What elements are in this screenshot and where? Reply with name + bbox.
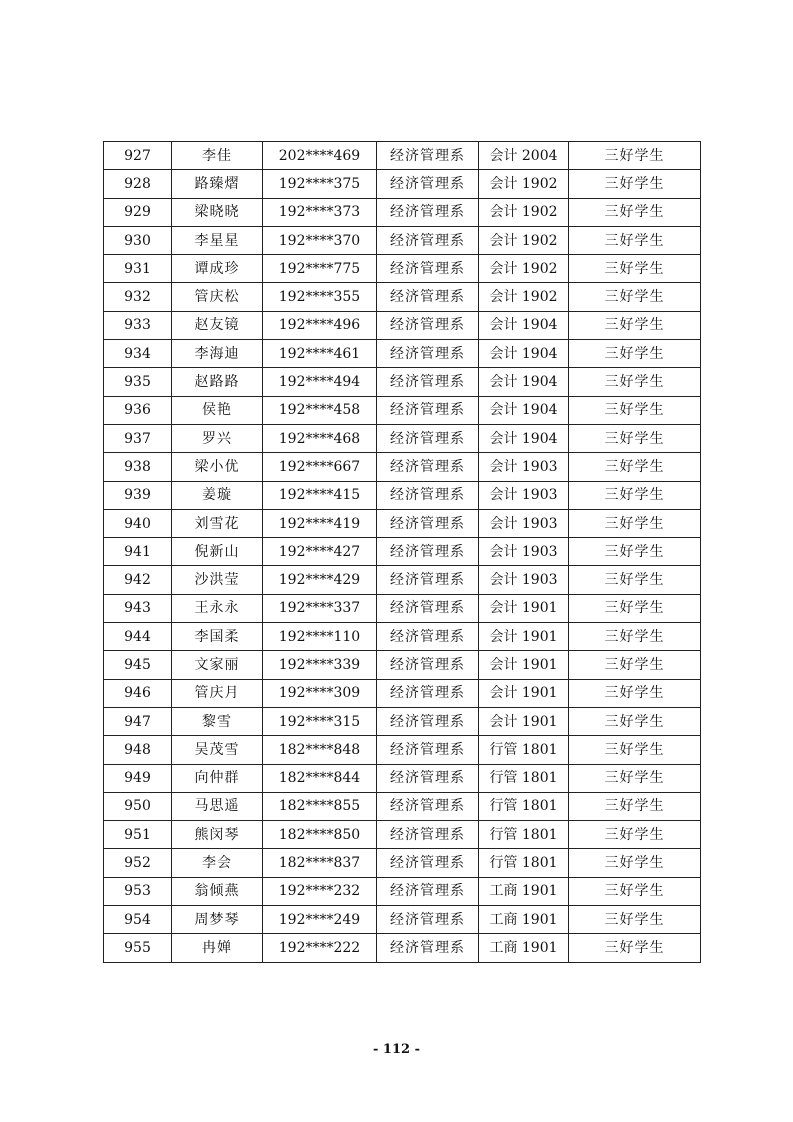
class-cell: 行管 1801 <box>479 821 569 849</box>
serial-number-cell: 944 <box>104 623 172 651</box>
serial-number-cell: 927 <box>104 142 172 170</box>
class-cell: 会计 1903 <box>479 566 569 594</box>
award-list-body <box>104 142 701 963</box>
student-name-cell: 翁倾燕 <box>172 877 263 905</box>
student-id-cell: 192****667 <box>263 453 377 481</box>
student-id-cell: 192****496 <box>263 311 377 339</box>
serial-number-cell: 930 <box>104 226 172 254</box>
serial-number-cell: 935 <box>104 368 172 396</box>
student-id-cell: 192****222 <box>263 934 377 962</box>
serial-number-cell: 936 <box>104 396 172 424</box>
class-cell: 会计 1902 <box>479 283 569 311</box>
student-name-cell: 赵友镜 <box>172 311 263 339</box>
student-id-cell: 192****775 <box>263 255 377 283</box>
class-cell: 会计 1902 <box>479 226 569 254</box>
award-cell: 三好学生 <box>569 877 701 905</box>
department-cell: 经济管理系 <box>377 424 479 452</box>
table-row <box>104 736 701 764</box>
department-cell: 经济管理系 <box>377 170 479 198</box>
department-cell: 经济管理系 <box>377 849 479 877</box>
department-cell: 经济管理系 <box>377 764 479 792</box>
student-name-cell: 梁小优 <box>172 453 263 481</box>
table-row <box>104 368 701 396</box>
award-cell: 三好学生 <box>569 424 701 452</box>
serial-number-cell: 929 <box>104 198 172 226</box>
table-row <box>104 424 701 452</box>
table-row <box>104 764 701 792</box>
student-name-cell: 向仲群 <box>172 764 263 792</box>
serial-number-cell: 941 <box>104 538 172 566</box>
award-cell: 三好学生 <box>569 764 701 792</box>
student-name-cell: 周梦琴 <box>172 906 263 934</box>
award-list-table <box>103 141 701 963</box>
award-cell: 三好学生 <box>569 509 701 537</box>
table-row <box>104 934 701 962</box>
student-id-cell: 192****427 <box>263 538 377 566</box>
award-cell: 三好学生 <box>569 170 701 198</box>
class-cell: 工商 1901 <box>479 934 569 962</box>
student-name-cell: 罗兴 <box>172 424 263 452</box>
student-name-cell: 李星星 <box>172 226 263 254</box>
class-cell: 会计 1901 <box>479 594 569 622</box>
award-cell: 三好学生 <box>569 594 701 622</box>
class-cell: 行管 1801 <box>479 849 569 877</box>
student-name-cell: 李会 <box>172 849 263 877</box>
student-name-cell: 姜璇 <box>172 481 263 509</box>
student-id-cell: 192****309 <box>263 679 377 707</box>
student-name-cell: 刘雪花 <box>172 509 263 537</box>
department-cell: 经济管理系 <box>377 877 479 905</box>
serial-number-cell: 954 <box>104 906 172 934</box>
class-cell: 会计 1903 <box>479 509 569 537</box>
award-cell: 三好学生 <box>569 198 701 226</box>
class-cell: 会计 1903 <box>479 481 569 509</box>
serial-number-cell: 933 <box>104 311 172 339</box>
class-cell: 会计 1902 <box>479 170 569 198</box>
table-row <box>104 566 701 594</box>
student-name-cell: 吴茂雪 <box>172 736 263 764</box>
student-id-cell: 182****855 <box>263 792 377 820</box>
student-id-cell: 192****458 <box>263 396 377 424</box>
table-row <box>104 651 701 679</box>
award-cell: 三好学生 <box>569 396 701 424</box>
department-cell: 经济管理系 <box>377 453 479 481</box>
table-row <box>104 679 701 707</box>
award-cell: 三好学生 <box>569 566 701 594</box>
student-name-cell: 梁晓晓 <box>172 198 263 226</box>
award-cell: 三好学生 <box>569 736 701 764</box>
serial-number-cell: 955 <box>104 934 172 962</box>
department-cell: 经济管理系 <box>377 679 479 707</box>
class-cell: 会计 2004 <box>479 142 569 170</box>
department-cell: 经济管理系 <box>377 198 479 226</box>
award-cell: 三好学生 <box>569 651 701 679</box>
department-cell: 经济管理系 <box>377 368 479 396</box>
student-id-cell: 192****337 <box>263 594 377 622</box>
department-cell: 经济管理系 <box>377 340 479 368</box>
student-name-cell: 倪新山 <box>172 538 263 566</box>
class-cell: 会计 1904 <box>479 368 569 396</box>
class-cell: 会计 1904 <box>479 396 569 424</box>
class-cell: 工商 1901 <box>479 906 569 934</box>
award-cell: 三好学生 <box>569 226 701 254</box>
class-cell: 会计 1901 <box>479 707 569 735</box>
class-cell: 会计 1901 <box>479 651 569 679</box>
student-id-cell: 192****232 <box>263 877 377 905</box>
award-cell: 三好学生 <box>569 623 701 651</box>
student-id-cell: 192****415 <box>263 481 377 509</box>
student-id-cell: 192****468 <box>263 424 377 452</box>
award-cell: 三好学生 <box>569 283 701 311</box>
student-id-cell: 192****249 <box>263 906 377 934</box>
department-cell: 经济管理系 <box>377 481 479 509</box>
serial-number-cell: 951 <box>104 821 172 849</box>
serial-number-cell: 953 <box>104 877 172 905</box>
student-name-cell: 管庆月 <box>172 679 263 707</box>
class-cell: 会计 1904 <box>479 311 569 339</box>
student-name-cell: 路臻熠 <box>172 170 263 198</box>
class-cell: 行管 1801 <box>479 764 569 792</box>
table-row <box>104 255 701 283</box>
award-cell: 三好学生 <box>569 311 701 339</box>
serial-number-cell: 939 <box>104 481 172 509</box>
table-row <box>104 538 701 566</box>
department-cell: 经济管理系 <box>377 934 479 962</box>
page-number: - 112 - <box>373 1042 420 1057</box>
serial-number-cell: 947 <box>104 707 172 735</box>
serial-number-cell: 932 <box>104 283 172 311</box>
student-id-cell: 192****419 <box>263 509 377 537</box>
student-id-cell: 192****315 <box>263 707 377 735</box>
table-row <box>104 509 701 537</box>
student-id-cell: 192****375 <box>263 170 377 198</box>
award-cell: 三好学生 <box>569 481 701 509</box>
award-cell: 三好学生 <box>569 340 701 368</box>
department-cell: 经济管理系 <box>377 311 479 339</box>
department-cell: 经济管理系 <box>377 142 479 170</box>
award-cell: 三好学生 <box>569 707 701 735</box>
award-cell: 三好学生 <box>569 934 701 962</box>
student-name-cell: 谭成珍 <box>172 255 263 283</box>
serial-number-cell: 938 <box>104 453 172 481</box>
award-cell: 三好学生 <box>569 792 701 820</box>
serial-number-cell: 937 <box>104 424 172 452</box>
student-id-cell: 182****848 <box>263 736 377 764</box>
table-row <box>104 594 701 622</box>
class-cell: 工商 1901 <box>479 877 569 905</box>
student-name-cell: 冉婵 <box>172 934 263 962</box>
table-row <box>104 198 701 226</box>
table-row <box>104 821 701 849</box>
department-cell: 经济管理系 <box>377 566 479 594</box>
class-cell: 会计 1901 <box>479 679 569 707</box>
department-cell: 经济管理系 <box>377 509 479 537</box>
table-row <box>104 623 701 651</box>
table-row <box>104 283 701 311</box>
serial-number-cell: 952 <box>104 849 172 877</box>
table-row <box>104 453 701 481</box>
table-row <box>104 396 701 424</box>
serial-number-cell: 948 <box>104 736 172 764</box>
serial-number-cell: 942 <box>104 566 172 594</box>
award-cell: 三好学生 <box>569 679 701 707</box>
table-row <box>104 849 701 877</box>
award-cell: 三好学生 <box>569 142 701 170</box>
award-cell: 三好学生 <box>569 906 701 934</box>
department-cell: 经济管理系 <box>377 538 479 566</box>
student-id-cell: 192****373 <box>263 198 377 226</box>
table-row <box>104 792 701 820</box>
student-id-cell: 192****461 <box>263 340 377 368</box>
department-cell: 经济管理系 <box>377 396 479 424</box>
class-cell: 会计 1904 <box>479 424 569 452</box>
department-cell: 经济管理系 <box>377 594 479 622</box>
table-row <box>104 340 701 368</box>
class-cell: 行管 1801 <box>479 736 569 764</box>
serial-number-cell: 931 <box>104 255 172 283</box>
serial-number-cell: 949 <box>104 764 172 792</box>
department-cell: 经济管理系 <box>377 226 479 254</box>
student-name-cell: 沙洪莹 <box>172 566 263 594</box>
student-name-cell: 王永永 <box>172 594 263 622</box>
department-cell: 经济管理系 <box>377 792 479 820</box>
student-id-cell: 192****370 <box>263 226 377 254</box>
table-row <box>104 877 701 905</box>
table-row <box>104 142 701 170</box>
department-cell: 经济管理系 <box>377 821 479 849</box>
student-name-cell: 熊闵琴 <box>172 821 263 849</box>
department-cell: 经济管理系 <box>377 623 479 651</box>
department-cell: 经济管理系 <box>377 255 479 283</box>
class-cell: 会计 1904 <box>479 340 569 368</box>
student-id-cell: 202****469 <box>263 142 377 170</box>
award-cell: 三好学生 <box>569 255 701 283</box>
student-id-cell: 192****339 <box>263 651 377 679</box>
student-id-cell: 192****355 <box>263 283 377 311</box>
serial-number-cell: 946 <box>104 679 172 707</box>
table-row <box>104 170 701 198</box>
department-cell: 经济管理系 <box>377 707 479 735</box>
student-id-cell: 182****850 <box>263 821 377 849</box>
student-name-cell: 管庆松 <box>172 283 263 311</box>
class-cell: 会计 1901 <box>479 623 569 651</box>
student-id-cell: 192****429 <box>263 566 377 594</box>
student-id-cell: 182****844 <box>263 764 377 792</box>
class-cell: 会计 1902 <box>479 198 569 226</box>
student-name-cell: 文家丽 <box>172 651 263 679</box>
student-name-cell: 侯艳 <box>172 396 263 424</box>
student-name-cell: 李海迪 <box>172 340 263 368</box>
award-cell: 三好学生 <box>569 821 701 849</box>
student-id-cell: 192****110 <box>263 623 377 651</box>
table-row <box>104 707 701 735</box>
department-cell: 经济管理系 <box>377 651 479 679</box>
class-cell: 会计 1903 <box>479 538 569 566</box>
serial-number-cell: 943 <box>104 594 172 622</box>
serial-number-cell: 945 <box>104 651 172 679</box>
award-cell: 三好学生 <box>569 368 701 396</box>
student-name-cell: 李佳 <box>172 142 263 170</box>
serial-number-cell: 934 <box>104 340 172 368</box>
department-cell: 经济管理系 <box>377 906 479 934</box>
table-row <box>104 311 701 339</box>
serial-number-cell: 950 <box>104 792 172 820</box>
class-cell: 会计 1903 <box>479 453 569 481</box>
serial-number-cell: 928 <box>104 170 172 198</box>
award-cell: 三好学生 <box>569 849 701 877</box>
serial-number-cell: 940 <box>104 509 172 537</box>
department-cell: 经济管理系 <box>377 283 479 311</box>
student-name-cell: 黎雪 <box>172 707 263 735</box>
student-name-cell: 赵路路 <box>172 368 263 396</box>
student-id-cell: 192****494 <box>263 368 377 396</box>
class-cell: 行管 1801 <box>479 792 569 820</box>
award-cell: 三好学生 <box>569 453 701 481</box>
department-cell: 经济管理系 <box>377 736 479 764</box>
student-name-cell: 马思遥 <box>172 792 263 820</box>
table-row <box>104 481 701 509</box>
student-id-cell: 182****837 <box>263 849 377 877</box>
award-cell: 三好学生 <box>569 538 701 566</box>
table-row <box>104 226 701 254</box>
table-row <box>104 906 701 934</box>
student-name-cell: 李国柔 <box>172 623 263 651</box>
class-cell: 会计 1902 <box>479 255 569 283</box>
